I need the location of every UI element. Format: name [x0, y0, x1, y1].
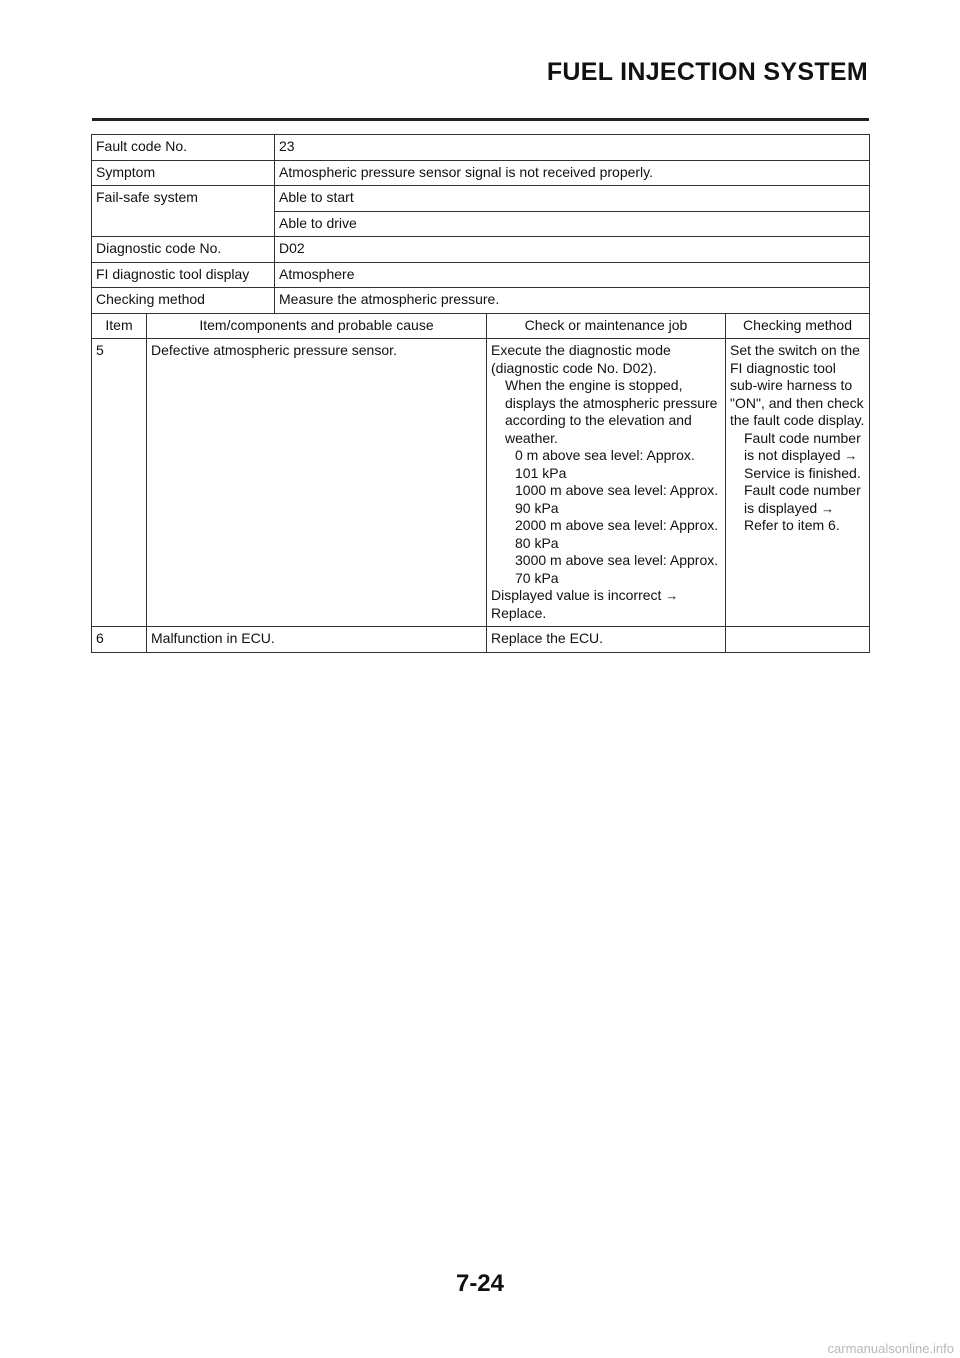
page-number: 7-24 [455, 1270, 505, 1297]
header-divider [92, 118, 869, 121]
case-action: Refer to item 6. [744, 517, 840, 533]
fail-safe-value: Able to drive [275, 211, 870, 237]
item-number: 6 [92, 627, 147, 653]
column-header: Check or maintenance job [487, 313, 726, 339]
table-row [92, 160, 870, 186]
arrow-right-icon: → [665, 588, 679, 603]
checking-method-value: Measure the atmospheric pressure. [275, 288, 870, 314]
check-case [730, 482, 865, 535]
table-row [92, 237, 870, 263]
page-title: FUEL INJECTION SYSTEM [546, 58, 868, 86]
table-header-row [92, 313, 870, 339]
diagnostic-code-value: D02 [275, 237, 870, 263]
checking-method [726, 339, 870, 627]
item-cause: Defective atmospheric pressure sensor. [147, 339, 487, 627]
pressure-value: 1000 m above sea level: Approx. 90 kPa [515, 482, 719, 516]
pressure-value: 0 m above sea level: Approx. 101 kPa [515, 447, 695, 481]
fail-safe-value: Able to start [275, 186, 870, 212]
column-header: Checking method [726, 313, 870, 339]
table-row [92, 288, 870, 314]
table-row [92, 339, 870, 627]
fault-code-table [91, 134, 870, 653]
job-step: When the engine is stopped, displays the atmospheric pressure according to the elevation and weather. [505, 377, 718, 446]
result-action: Replace. [491, 604, 547, 621]
case-action: Service is finished. [744, 464, 861, 481]
check-case [730, 430, 865, 483]
pressure-value: 3000 m above sea level: Approx. 70 kPa [515, 552, 719, 586]
maintenance-job: Replace the ECU. [487, 627, 726, 653]
table-row [92, 135, 870, 161]
row-label: Diagnostic code No. [92, 237, 275, 263]
row-label: Symptom [92, 160, 275, 186]
job-result [491, 587, 721, 622]
maintenance-job [487, 339, 726, 627]
watermark: carmanualsonline.info [827, 1341, 954, 1356]
arrow-right-icon: → [821, 500, 835, 516]
pressure-value: 2000 m above sea level: Approx. 80 kPa [515, 517, 719, 551]
item-cause: Malfunction in ECU. [147, 627, 487, 653]
row-label: FI diagnostic tool display [92, 262, 275, 288]
table-row [92, 186, 870, 212]
tool-display-value: Atmosphere [275, 262, 870, 288]
case-condition: Fault code number is not displayed [744, 429, 861, 463]
row-label: Fail-safe system [92, 186, 275, 237]
arrow-right-icon: → [844, 448, 858, 463]
result-condition: Displayed value is incorrect [491, 587, 662, 603]
row-label: Checking method [92, 288, 275, 314]
job-intro: Execute the diagnostic mode (diagnostic code No. D02). [491, 342, 671, 376]
column-header: Item/components and probable cause [147, 313, 487, 339]
case-condition: Fault code number is displayed [744, 482, 861, 516]
table-row [92, 262, 870, 288]
symptom-value: Atmospheric pressure sensor signal is not received properly. [275, 160, 870, 186]
table-row [92, 627, 870, 653]
fault-code-value: 23 [275, 135, 870, 161]
column-header: Item [92, 313, 147, 339]
row-label: Fault code No. [92, 135, 275, 161]
item-number: 5 [92, 339, 147, 627]
check-intro: Set the switch on the FI diagnostic tool sub-wire harness to "ON", and then check the fault code display. [730, 342, 865, 428]
checking-method [726, 627, 870, 653]
